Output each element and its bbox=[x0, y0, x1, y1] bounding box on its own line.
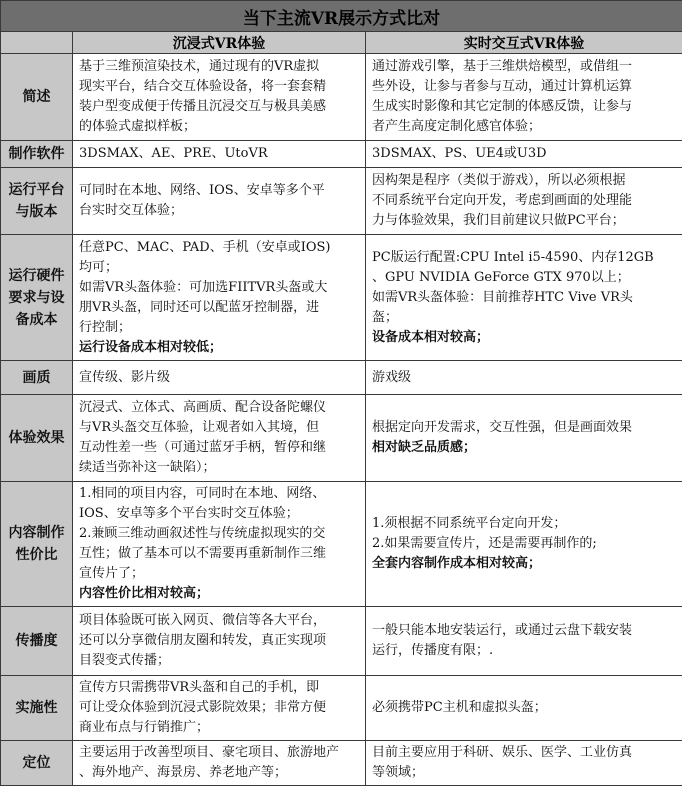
table-row-quality bbox=[1, 361, 682, 395]
cell-line: 1.须根据不同系统平台定向开发； bbox=[372, 514, 676, 534]
cell-line: 装户型变成便于传播且沉浸交互与极具美感 bbox=[79, 97, 359, 117]
cell-line-bold: 内容性价比相对较高； bbox=[79, 584, 359, 604]
row-label bbox=[1, 361, 73, 395]
cell-line: 还可以分享微信朋友圈和转发，真正实现项 bbox=[79, 631, 359, 651]
row-label-line: 定位 bbox=[5, 752, 68, 774]
realtime-cell bbox=[366, 235, 682, 361]
row-label-line: 实施性 bbox=[5, 697, 68, 719]
immersive-cell bbox=[73, 482, 366, 607]
cell-line: 台实时交互体验； bbox=[79, 201, 359, 221]
row-label bbox=[1, 482, 73, 607]
cell-line: IOS、安卓等多个平台实时交互体验； bbox=[79, 504, 359, 524]
table-row-platform bbox=[1, 168, 682, 235]
cell-line: 目前主要应用于科研、娱乐、医学、工业仿真 bbox=[372, 743, 676, 763]
row-label bbox=[1, 607, 73, 676]
immersive-cell bbox=[73, 141, 366, 168]
realtime-cell bbox=[366, 676, 682, 741]
cell-line: 因构架是程序（类似于游戏），所以必须根据 bbox=[372, 171, 676, 191]
cell-line: 力与体验效果，我们目前建议只做PC平台； bbox=[372, 211, 676, 231]
row-label-line: 体验效果 bbox=[5, 427, 68, 449]
table-row-experience bbox=[1, 395, 682, 482]
table-row-implementation bbox=[1, 676, 682, 741]
row-label bbox=[1, 235, 73, 361]
cell-line: 与VR头盔交互体验，让观者如入其境，但 bbox=[79, 418, 359, 438]
immersive-cell bbox=[73, 54, 366, 141]
cell-line: 均可； bbox=[79, 258, 359, 278]
cell-line: 一般只能本地安装运行，或通过云盘下载安装 bbox=[372, 621, 676, 641]
header-blank bbox=[1, 32, 73, 54]
cell-line: 游戏级 bbox=[372, 368, 676, 388]
cell-line: 如需VR头盔体验：可加选FIITVR头盔或大 bbox=[79, 278, 359, 298]
row-label bbox=[1, 395, 73, 482]
row-label-line: 性价比 bbox=[5, 544, 68, 566]
header-realtime-interactive-vr: 实时交互式VR体验 bbox=[366, 32, 682, 54]
cell-line: 2.兼顾三维动画叙述性与传统虚拟现实的交 bbox=[79, 524, 359, 544]
table-row-software bbox=[1, 141, 682, 168]
cell-line: 通过游戏引擎，基于三维烘焙模型，或借组一 bbox=[372, 57, 676, 77]
cell-line: 商业布点与行销推广； bbox=[79, 718, 359, 738]
cell-line: 可让受众体验到沉浸式影院效果；非常方便 bbox=[79, 698, 359, 718]
cell-line: 朋VR头盔，同时还可以配蓝牙控制器，进 bbox=[79, 298, 359, 318]
table-row-cost-performance bbox=[1, 482, 682, 607]
cell-line: 、GPU NVIDIA GeForce GTX 970以上； bbox=[372, 268, 676, 288]
row-label-line: 传播度 bbox=[5, 630, 68, 652]
cell-line: 宣传片了； bbox=[79, 564, 359, 584]
cell-line-bold: 运行设备成本相对较低； bbox=[79, 338, 359, 358]
cell-line: 如需VR头盔体验：目前推荐HTC Vive VR头 bbox=[372, 288, 676, 308]
row-label-line: 与版本 bbox=[5, 201, 68, 223]
cell-line: 行控制； bbox=[79, 318, 359, 338]
row-label-line: 要求与设 bbox=[5, 287, 68, 309]
header-immersive-vr: 沉浸式VR体验 bbox=[73, 32, 366, 54]
cell-line: 盔； bbox=[372, 308, 676, 328]
cell-line: 根据定向开发需求，交互性强，但是画面效果 bbox=[372, 418, 676, 438]
cell-line: 些外设，让参与者参与互动，通过计算机运算 bbox=[372, 77, 676, 97]
cell-line: 者产生高度定制化感官体验； bbox=[372, 117, 676, 137]
row-label-line: 制作软件 bbox=[5, 143, 68, 165]
cell-line: 宣传方只需携带VR头盔和自己的手机，即 bbox=[79, 678, 359, 698]
realtime-cell bbox=[366, 168, 682, 235]
table-title: 当下主流VR展示方式比对 bbox=[1, 1, 682, 32]
cell-line: 沉浸式、立体式、高画质、配合设备陀螺仪 bbox=[79, 398, 359, 418]
table-row-hardware bbox=[1, 235, 682, 361]
realtime-cell bbox=[366, 482, 682, 607]
cell-line: 基于三维预渲染技术，通过现有的VR虚拟 bbox=[79, 57, 359, 77]
cell-line: 2.如果需要宣传片，还是需要再制作的; bbox=[372, 534, 676, 554]
realtime-cell bbox=[366, 54, 682, 141]
row-label-line: 简述 bbox=[5, 86, 68, 108]
cell-line: 3DSMAX、AE、PRE、UtoVR bbox=[79, 144, 359, 164]
cell-line: 等领域； bbox=[372, 763, 676, 783]
cell-line: 续适当弥补这一缺陷）； bbox=[79, 458, 359, 478]
cell-line: 3DSMAX、PS、UE4或U3D bbox=[372, 144, 676, 164]
row-label bbox=[1, 168, 73, 235]
immersive-cell bbox=[73, 395, 366, 482]
cell-line: 生成实时影像和其它定制的体感反馈，让参与 bbox=[372, 97, 676, 117]
row-label-line: 画质 bbox=[5, 367, 68, 389]
cell-line: 项目体验既可嵌入网页、微信等各大平台， bbox=[79, 611, 359, 631]
immersive-cell bbox=[73, 361, 366, 395]
immersive-cell bbox=[73, 607, 366, 676]
row-label-line: 内容制作 bbox=[5, 522, 68, 544]
realtime-cell bbox=[366, 395, 682, 482]
immersive-cell bbox=[73, 235, 366, 361]
row-label bbox=[1, 676, 73, 741]
cell-line: 互性；做了基本可以不需要再重新制作三维 bbox=[79, 544, 359, 564]
cell-line: 目裂变式传播； bbox=[79, 651, 359, 671]
row-label-line: 运行平台 bbox=[5, 179, 68, 201]
row-label bbox=[1, 141, 73, 168]
cell-line: 现实平台，结合交互体验设备，将一套套精 bbox=[79, 77, 359, 97]
cell-line-bold: 设备成本相对较高； bbox=[372, 328, 676, 348]
cell-line: 运行，传播度有限；. bbox=[372, 641, 676, 661]
immersive-cell bbox=[73, 168, 366, 235]
cell-line: 的体验式虚拟样板； bbox=[79, 117, 359, 137]
row-label-line: 运行硬件 bbox=[5, 265, 68, 287]
row-label-line: 备成本 bbox=[5, 309, 68, 331]
cell-line: 可同时在本地、网络、IOS、安卓等多个平 bbox=[79, 181, 359, 201]
cell-line-bold: 相对缺乏品质感； bbox=[372, 438, 676, 458]
cell-line: 不同系统平台定向开发，考虑到画面的处理能 bbox=[372, 191, 676, 211]
cell-line: 任意PC、MAC、PAD、手机（安卓或IOS) bbox=[79, 238, 359, 258]
realtime-cell bbox=[366, 607, 682, 676]
cell-line-bold: 全套内容制作成本相对较高； bbox=[372, 554, 676, 574]
cell-line: 互动性差一些（可通过蓝牙手柄，暂停和继 bbox=[79, 438, 359, 458]
table-row-spread bbox=[1, 607, 682, 676]
cell-line: 主要运用于改善型项目、豪宅项目、旅游地产 bbox=[79, 743, 359, 763]
cell-line: 宣传级、影片级 bbox=[79, 368, 359, 388]
table-row-summary bbox=[1, 54, 682, 141]
cell-line: 1.相同的项目内容，可同时在本地、网络、 bbox=[79, 484, 359, 504]
row-label bbox=[1, 54, 73, 141]
realtime-cell bbox=[366, 141, 682, 168]
cell-line: 必须携带PC主机和虚拟头盔； bbox=[372, 698, 676, 718]
realtime-cell bbox=[366, 361, 682, 395]
immersive-cell bbox=[73, 676, 366, 741]
cell-line: 、海外地产、海景房、养老地产等； bbox=[79, 763, 359, 783]
cell-line: PC版运行配置:CPU Intel i5-4590、内存12GB bbox=[372, 248, 676, 268]
